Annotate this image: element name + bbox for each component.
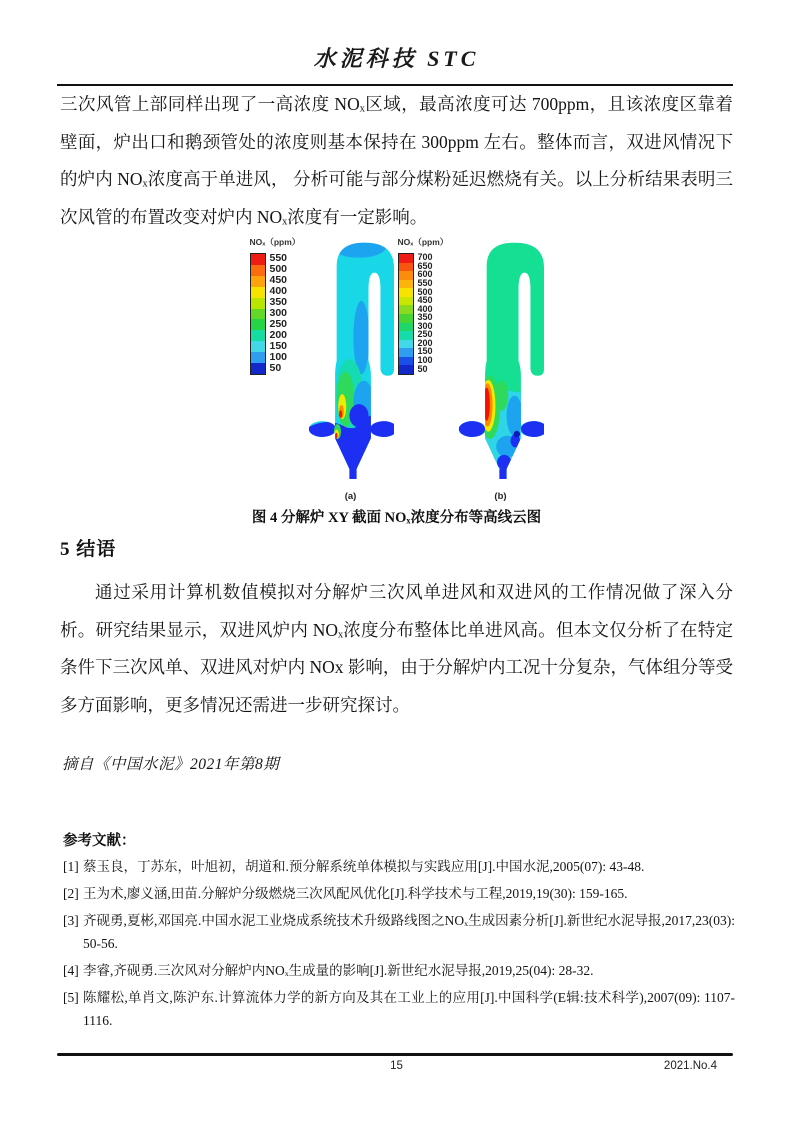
contour-plot-b (458, 236, 544, 502)
legend-tick-label: 100 (269, 350, 288, 363)
legend-tick-label: 100 (417, 355, 433, 366)
legend-color-cell (251, 319, 265, 330)
legend-color-cell (399, 348, 413, 357)
legend-color-bar (398, 253, 414, 375)
reference-text: 蔡玉良，丁苏东，叶旭初，胡道和.预分解系统单体模拟与实践应用[J].中国水泥,2005(07): 43-48. (83, 859, 645, 874)
legend-color-cell (251, 254, 265, 265)
legend-tick-label: 400 (417, 303, 433, 314)
intro-paragraph: 三次风管上部同样出现了一高浓度 NOₓ区域，最高浓度可达 700ppm，且该浓度区靠着壁面，炉出口和鹅颈管处的浓度则基本保持在 300ppm 左右。整体而言，双进风情况下的炉内 NOₓ浓度高于单进风， 分析可能与部分煤粉延迟燃烧有关。以上分析结果表明三次风管的布置改变对炉内 NOₓ浓度有一定影响。 (60, 94, 733, 227)
legend-panel-b (398, 236, 456, 375)
footer-issue: 2021.No.4 (663, 1060, 717, 1072)
legend-tick-label: 150 (417, 346, 433, 357)
legend-color-cell (251, 287, 265, 298)
contour-a-graphic (308, 236, 394, 484)
legend-color-cell (399, 271, 413, 280)
references-heading: 参考文献： (63, 833, 136, 849)
legend-tick-label: 250 (269, 317, 288, 330)
legend-color-cell (251, 330, 265, 341)
legend-color-cell (399, 297, 413, 306)
reference-marker: [2] (63, 886, 79, 901)
reference-item (63, 986, 735, 1032)
legend-color-cell (251, 276, 265, 287)
footer-page-number: 15 (390, 1060, 403, 1072)
legend-tick-label: 450 (417, 295, 433, 306)
legend-title: NOₓ（ppm） (397, 237, 449, 247)
legend-color-cell (399, 357, 413, 366)
legend-color-cell (251, 309, 265, 320)
panel-b-label: (b) (494, 491, 507, 502)
legend-color-cell (399, 331, 413, 340)
legend-tick-label: 400 (269, 285, 288, 298)
legend-tick-label: 600 (417, 269, 433, 280)
legend-color-cell (399, 288, 413, 297)
legend-tick-label: 650 (417, 260, 433, 271)
legend-color-cell (399, 254, 413, 263)
legend-tick-label: 350 (417, 312, 433, 323)
source-note: 摘自《中国水泥》2021年第8期 (62, 756, 280, 773)
figure-caption: 图 4 分解炉 XY 截面 NOₓ浓度分布等高线云图 (251, 510, 542, 526)
reference-marker: [3] (63, 913, 79, 928)
legend-title: NOₓ（ppm） (249, 237, 301, 247)
reference-item (63, 959, 735, 982)
legend-color-bar (250, 253, 266, 375)
figure-row (0, 236, 793, 502)
legend-tick-label: 500 (269, 263, 288, 276)
reference-marker: [5] (63, 990, 79, 1005)
reference-text: 陈耀松,单肖文,陈沪东.计算流体力学的新方向及其在工业上的应用[J].中国科学(E辑:技术科学),2007(09): 1107-1116. (83, 990, 735, 1028)
legend-tick-label: 150 (269, 339, 288, 352)
references-list (63, 855, 735, 1036)
legend-color-cell (399, 314, 413, 323)
reference-text: 齐砚勇,夏彬,邓国亮.中国水泥工业烧成系统技术升级路线图之NOₓ生成因素分析[J].新世纪水泥导报,2017,23(03): 50-56. (83, 913, 735, 951)
legend-tick-label: 350 (269, 296, 288, 309)
journal-title: 水泥科技 STC (313, 46, 480, 71)
reference-item (63, 909, 735, 955)
panel-a-label: (a) (344, 491, 357, 502)
reference-item (63, 855, 735, 878)
contour-plot-a (308, 236, 394, 502)
legend-color-cell (399, 280, 413, 289)
legend-color-cell (251, 352, 265, 363)
legend-color-cell (399, 263, 413, 272)
legend-tick-label: 500 (417, 286, 433, 297)
legend-tick-label: 550 (269, 252, 288, 265)
conclusion-paragraph: 通过采用计算机数值模拟对分解炉三次风单进风和双进风的工作情况做了深入分析。研究结果显示，双进风炉内 NOₓ浓度分布整体比单进风高。但本文仅分析了在特定条件下三次风单、双进风对炉内 NOx 影响，由于分解炉内工况十分复杂，气体组分等受多方面影响，更多情况还需进一步研究探讨。 (60, 582, 733, 715)
legend-tick-label: 200 (417, 337, 433, 348)
reference-item (63, 882, 735, 905)
legend-tick-label: 200 (269, 328, 288, 341)
figure-4 (0, 236, 793, 526)
footer-rule (57, 1053, 733, 1056)
legend-color-cell (251, 363, 265, 374)
legend-color-cell (399, 340, 413, 349)
legend-tick-label: 300 (269, 306, 288, 319)
legend-color-cell (251, 265, 265, 276)
legend-tick-label: 300 (417, 320, 433, 331)
reference-marker: [4] (63, 963, 79, 978)
legend-tick-label: 550 (417, 277, 433, 288)
legend-tick-label: 50 (417, 363, 428, 374)
reference-text: 王为术,廖义涵,田苗.分解炉分级燃烧三次风配风优化[J].科学技术与工程,2019,19(30): 159-165. (83, 886, 628, 901)
section-heading-conclusion: 5 结语 (60, 539, 117, 560)
legend-tick-label: 700 (417, 252, 433, 263)
legend-color-cell (399, 305, 413, 314)
contour-b-graphic (458, 236, 544, 484)
legend-tick-label: 250 (417, 329, 433, 340)
legend-color-cell (399, 365, 413, 374)
legend-color-cell (399, 323, 413, 332)
legend-tick-label: 450 (269, 274, 288, 287)
legend-panel-a (250, 236, 308, 375)
legend-tick-label: 50 (269, 361, 282, 374)
reference-marker: [1] (63, 859, 79, 874)
reference-text: 李睿,齐砚勇.三次风对分解炉内NOₓ生成量的影响[J].新世纪水泥导报,2019,25(04): 28-32. (83, 963, 594, 978)
legend-color-cell (251, 341, 265, 352)
legend-color-cell (251, 298, 265, 309)
